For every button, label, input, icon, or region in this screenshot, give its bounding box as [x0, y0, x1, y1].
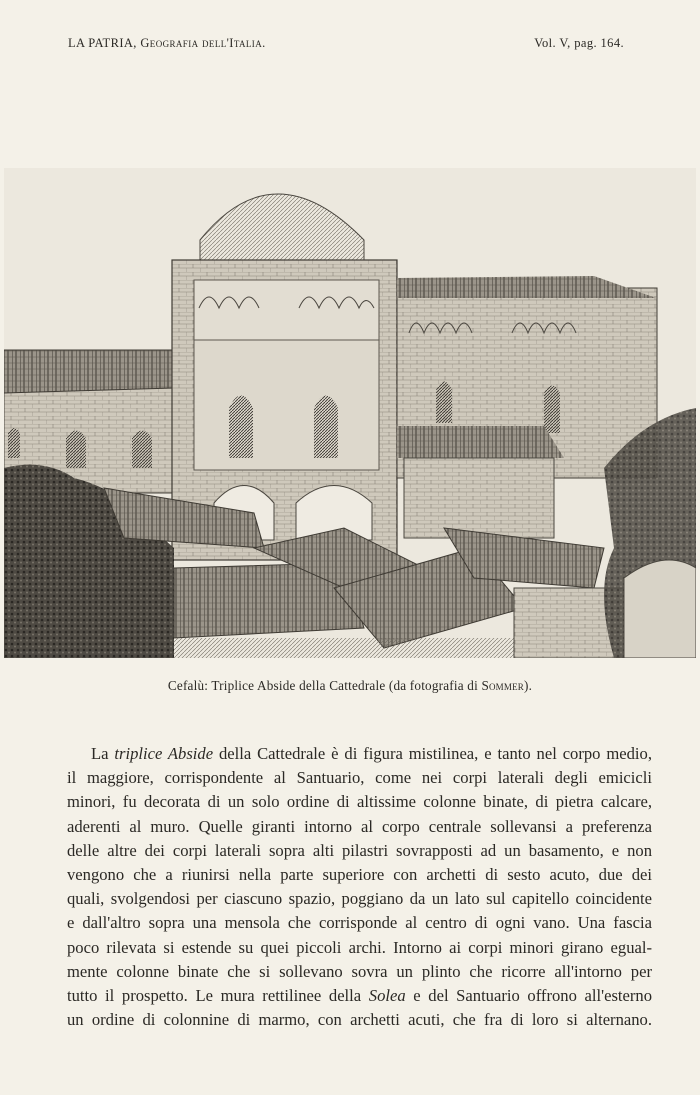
- text-line: quali, svolgendosi per ciascuno spazio, poggiano da un lato sul capitello coincidente: [67, 889, 652, 909]
- figure-caption: [0, 678, 700, 694]
- text-line: un ordine di colonnine di marmo, con archetti acuti, che fra di loro si alternano.: [67, 1010, 652, 1030]
- page-header: [68, 36, 624, 51]
- running-title-sub: Geografia dell'Italia.: [140, 36, 266, 50]
- running-title: [68, 36, 266, 51]
- text-line: La triplice Abside della Cattedrale è di figura mistilinea, e tanto nel corpo medio,: [91, 744, 652, 763]
- running-title-main: LA PATRIA,: [68, 36, 137, 50]
- text-line: e dall'altro sopra una mensola che corrisponde al centro di ogni vano. Una fascia: [67, 913, 652, 933]
- cathedral-apse-engraving: [4, 168, 696, 658]
- text-line: vengono che a riunirsi nella parte superiore con archetti di sesto acuto, due dei: [67, 865, 652, 885]
- text-line: delle altre dei corpi laterali sopra alti pilastri sovrapposti ad un basamento, e non: [67, 840, 652, 860]
- text-line: mente colonne binate che si sollevano sovra un plinto che ricorre all'intorno per: [67, 961, 652, 981]
- caption-photographer: Sommer: [481, 678, 524, 693]
- page-reference: Vol. V, pag. 164.: [534, 36, 624, 50]
- body-paragraph: [67, 742, 652, 1032]
- text-line: tutto il prospetto. Le mura rettilinee della Solea e del Santuario offrono all'esterno: [67, 986, 652, 1006]
- engraving-illustration: [4, 168, 696, 658]
- text-line: il maggiore, corrispondente al Santuario, come nei corpi laterali degli emicicli: [67, 768, 652, 788]
- caption-text: Cefalù: Triplice Abside della Cattedrale (da fotografia di: [167, 678, 478, 693]
- text-line: minori, fu decorata di un solo ordine di altissime colonne binate, di pietra calcare,: [67, 792, 652, 812]
- text-line: aderenti al muro. Quelle giranti intorno al corpo centrale sollevansi a preferenza: [67, 816, 652, 836]
- caption-end: ).: [524, 678, 533, 693]
- text-line: poco rilevata si estende su quei piccoli archi. Intorno ai corpi minori girano egual-: [67, 937, 652, 957]
